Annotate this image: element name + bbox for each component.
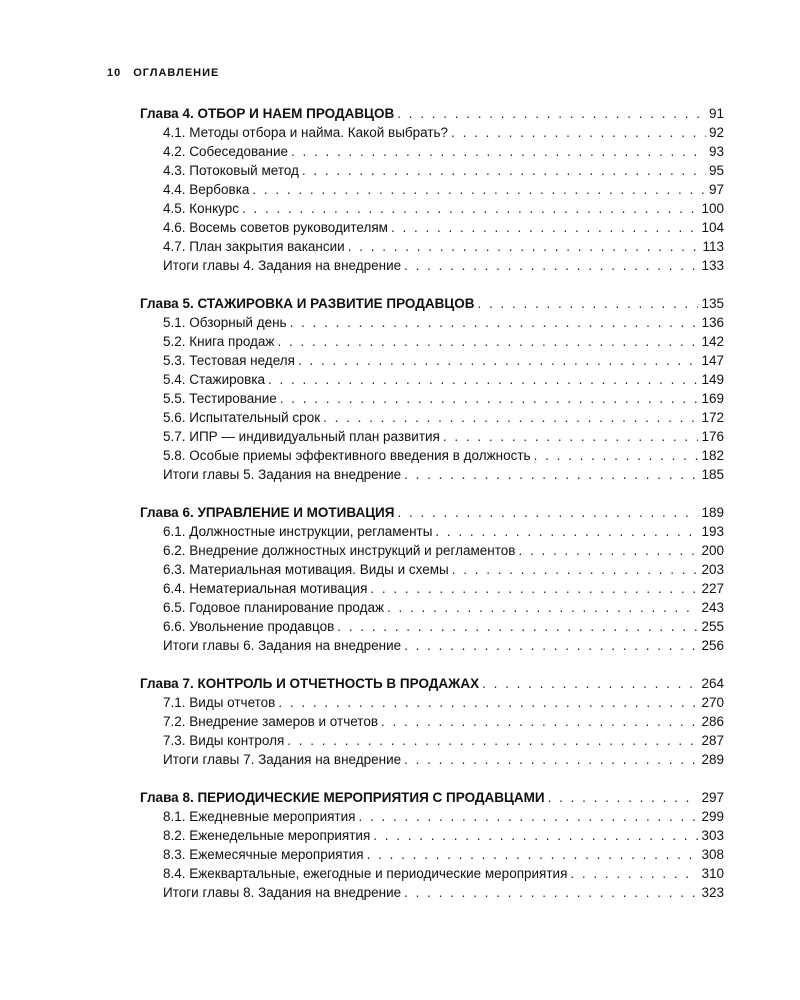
dot-leader [252,180,706,199]
toc-page-number: 92 [708,125,724,140]
toc-entry-label: 8.2. Еженедельные мероприятия [163,828,371,843]
toc-entry[interactable] [140,237,724,256]
table-of-contents [140,104,724,921]
toc-chapter [140,788,724,902]
section-title: ОГЛАВЛЕНИЕ [133,67,220,79]
toc-entry[interactable] [140,560,724,579]
dot-leader [370,579,698,598]
toc-entry[interactable] [140,446,724,465]
toc-entry[interactable] [140,370,724,389]
toc-page-number: 287 [701,733,724,748]
toc-chapter-heading[interactable] [140,788,724,807]
toc-entry-label: 6.1. Должностные инструкции, регламенты [163,524,433,539]
toc-chapter-heading[interactable] [140,674,724,693]
toc-entry[interactable] [140,389,724,408]
toc-chapter [140,503,724,655]
toc-chapter-heading[interactable] [140,503,724,522]
toc-entry[interactable] [140,712,724,731]
dot-leader [290,313,699,332]
toc-page-number: 303 [701,828,724,843]
dot-leader [387,598,698,617]
toc-entry-label: Итоги главы 7. Задания на внедрение [163,752,402,767]
dot-leader [348,237,700,256]
toc-entry[interactable] [140,693,724,712]
toc-page-number: 255 [701,619,724,634]
toc-page-number: 185 [701,467,724,482]
dot-leader [404,883,698,902]
dot-leader [404,750,698,769]
toc-page-number: 169 [701,391,724,406]
toc-entry-label: 6.3. Материальная мотивация. Виды и схемы [163,562,449,577]
dot-leader [534,446,699,465]
toc-entry[interactable] [140,256,724,275]
toc-page-number: 193 [701,524,724,539]
dot-leader [302,161,706,180]
dot-leader [298,351,699,370]
toc-page-number: 136 [701,315,724,330]
toc-entry[interactable] [140,864,724,883]
toc-entry-label: 7.3. Виды контроля [163,733,285,748]
toc-page-number: 149 [701,372,724,387]
dot-leader [280,389,699,408]
toc-page-number: 310 [701,866,724,881]
toc-entry[interactable] [140,617,724,636]
toc-entry-label: 5.4. Стажировка [163,372,266,387]
toc-page-number: 203 [701,562,724,577]
toc-page-number: 147 [701,353,724,368]
toc-entry-label: 5.7. ИПР — индивидуальный план развития [163,429,440,444]
toc-entry-label: 6.6. Увольнение продавцов [163,619,335,634]
toc-entry-label: Глава 5. СТАЖИРОВКА И РАЗВИТИЕ ПРОДАВЦОВ [140,296,475,311]
toc-entry-label: Глава 7. КОНТРОЛЬ И ОТЧЕТНОСТЬ В ПРОДАЖАХ [140,676,480,691]
toc-entry-label: 7.2. Внедрение замеров и отчетов [163,714,379,729]
dot-leader [268,370,698,389]
toc-entry-label: 5.2. Книга продаж [163,334,275,349]
toc-entry-label: Итоги главы 6. Задания на внедрение [163,638,402,653]
toc-entry-label: 6.5. Годовое планирование продаж [163,600,384,615]
toc-entry-label: 7.1. Виды отчетов [163,695,276,710]
dot-leader [291,142,706,161]
toc-entry-label: 6.2. Внедрение должностных инструкций и регламентов [163,543,516,558]
toc-page-number: 100 [701,201,724,216]
toc-page-number: 93 [708,144,724,159]
toc-page-number: 227 [701,581,724,596]
dot-leader [477,294,698,313]
toc-page-number: 243 [701,600,724,615]
toc-page-number: 264 [701,676,724,691]
running-header [107,67,219,79]
toc-entry-label: 5.5. Тестирование [163,391,277,406]
toc-entry-label: Итоги главы 5. Задания на внедрение [163,467,402,482]
toc-page-number: 135 [701,296,724,311]
toc-chapter-heading[interactable] [140,294,724,313]
toc-page-number: 286 [701,714,724,729]
toc-entry[interactable] [140,598,724,617]
toc-page-number: 113 [702,239,724,254]
toc-page-number: 97 [708,182,724,197]
toc-entry[interactable] [140,218,724,237]
toc-entry[interactable] [140,731,724,750]
toc-entry[interactable] [140,541,724,560]
dot-leader [404,256,698,275]
toc-page-number: 176 [701,429,724,444]
toc-entry[interactable] [140,332,724,351]
toc-entry-label: 4.5. Конкурс [163,201,240,216]
toc-entry[interactable] [140,579,724,598]
dot-leader [518,541,698,560]
dot-leader [323,408,698,427]
toc-page-number: 308 [701,847,724,862]
toc-entry-label: 4.3. Потоковый метод [163,163,299,178]
toc-page-number: 172 [701,410,724,425]
dot-leader [482,674,698,693]
dot-leader [443,427,699,446]
toc-entry[interactable] [140,199,724,218]
toc-entry-label: 4.1. Методы отбора и найма. Какой выбрать? [163,125,449,140]
dot-leader [358,807,698,826]
toc-entry-label: 8.3. Ежемесячные мероприятия [163,847,364,862]
dot-leader [397,503,698,522]
page-number: 10 [107,67,122,79]
toc-entry-label: 4.4. Вербовка [163,182,250,197]
toc-entry[interactable] [140,807,724,826]
toc-entry[interactable] [140,465,724,484]
dot-leader [451,123,706,142]
toc-entry-label: 5.6. Испытательный срок [163,410,321,425]
toc-entry-label: 4.7. План закрытия вакансии [163,239,345,254]
toc-chapter [140,294,724,484]
toc-entry-label: 8.1. Ежедневные мероприятия [163,809,356,824]
dot-leader [242,199,698,218]
toc-entry[interactable] [140,427,724,446]
toc-page-number: 299 [701,809,724,824]
toc-entry-label: Глава 6. УПРАВЛЕНИЕ И МОТИВАЦИЯ [140,505,395,520]
toc-entry-label: 4.2. Собеседование [163,144,288,159]
toc-entry-label: Глава 4. ОТБОР И НАЕМ ПРОДАВЦОВ [140,106,395,121]
toc-entry-label: Глава 8. ПЕРИОДИЧЕСКИЕ МЕРОПРИЯТИЯ С ПРОДАВЦАМИ [140,790,545,805]
toc-entry-label: 5.1. Обзорный день [163,315,287,330]
toc-entry[interactable] [140,313,724,332]
dot-leader [570,864,698,883]
toc-page-number: 289 [701,752,724,767]
toc-entry[interactable] [140,826,724,845]
dot-leader [404,636,698,655]
toc-entry[interactable] [140,408,724,427]
dot-leader [404,465,698,484]
toc-entry-label: 8.4. Ежеквартальные, ежегодные и периодические мероприятия [163,866,568,881]
toc-page-number: 104 [701,220,724,235]
toc-entry-label: 5.3. Тестовая неделя [163,353,295,368]
toc-chapter [140,674,724,769]
toc-entry[interactable] [140,750,724,769]
toc-chapter-heading[interactable] [140,104,724,123]
toc-entry[interactable] [140,636,724,655]
toc-page-number: 182 [701,448,724,463]
toc-entry[interactable] [140,351,724,370]
toc-entry[interactable] [140,161,724,180]
toc-page-number: 91 [708,106,724,121]
dot-leader [391,218,699,237]
dot-leader [287,731,698,750]
dot-leader [277,332,698,351]
toc-entry[interactable] [140,123,724,142]
toc-entry-label: 5.8. Особые приемы эффективного введения в должность [163,448,531,463]
dot-leader [367,845,699,864]
toc-entry-label: Итоги главы 4. Задания на внедрение [163,258,402,273]
toc-page-number: 142 [701,334,724,349]
dot-leader [381,712,698,731]
toc-entry[interactable] [140,883,724,902]
toc-page-number: 297 [701,790,724,805]
toc-entry[interactable] [140,845,724,864]
toc-entry[interactable] [140,180,724,199]
toc-page-number: 133 [701,258,724,273]
dot-leader [373,826,698,845]
dot-leader [548,788,699,807]
dot-leader [452,560,699,579]
toc-page-number: 200 [701,543,724,558]
toc-page-number: 270 [701,695,724,710]
toc-chapter [140,104,724,275]
dot-leader [435,522,698,541]
toc-entry[interactable] [140,522,724,541]
toc-page-number: 256 [701,638,724,653]
toc-entry[interactable] [140,142,724,161]
dot-leader [337,617,698,636]
toc-page-number: 95 [708,163,724,178]
toc-entry-label: 6.4. Нематериальная мотивация [163,581,368,596]
toc-page-number: 323 [701,885,724,900]
toc-page-number: 189 [701,505,724,520]
dot-leader [278,693,698,712]
toc-entry-label: Итоги главы 8. Задания на внедрение [163,885,402,900]
dot-leader [397,104,706,123]
toc-entry-label: 4.6. Восемь советов руководителям [163,220,388,235]
